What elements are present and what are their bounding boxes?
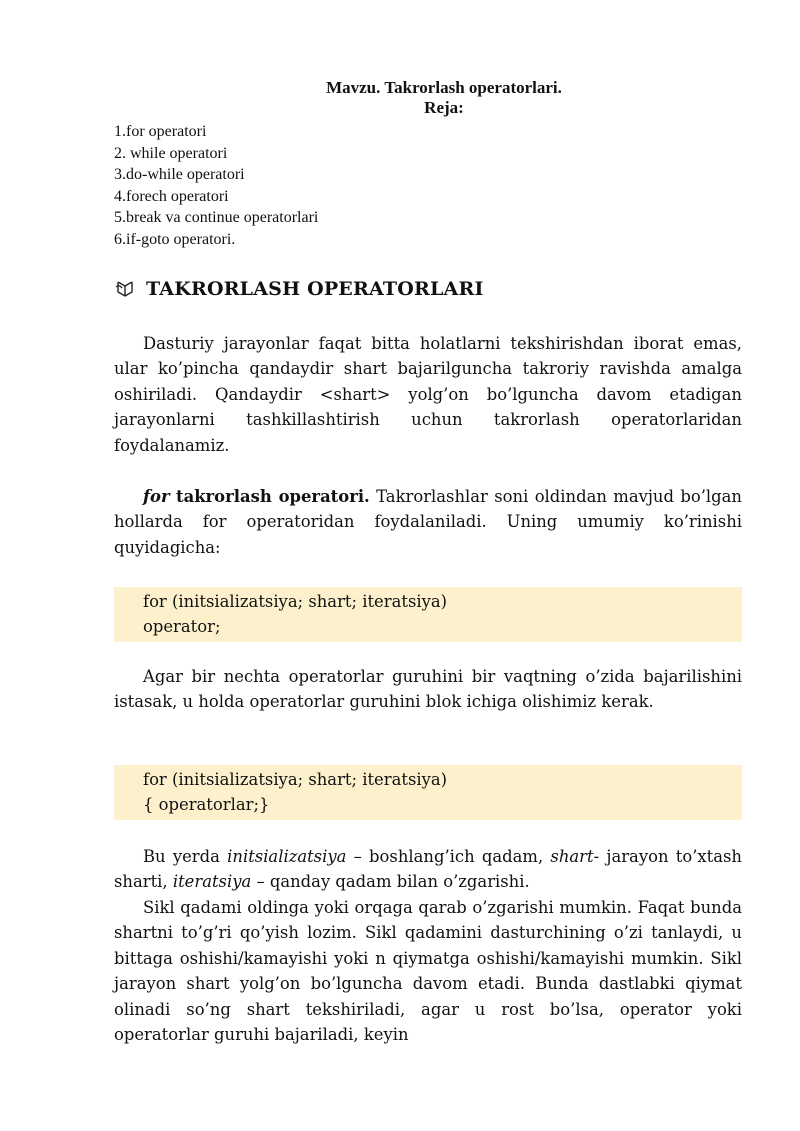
section-heading-row — [114, 274, 484, 304]
final-paragraph: Sikl qadami oldinga yoki orqaga qarab o’zgarishi mumkin. Faqat bunda shartni to’g’ri qo’yish lozim. Sikl qadamini dasturchining o’zi tanlaydi, u bittaga oshishi/kamayishi yoki n qiymatga oshishi/kamayishi mumkin. Sikl jarayon shart yolg’on bo’lguncha davom etadi. Bunda dastlabki qiymat olinadi so’ng shart tekshiriladi, agar u rost bo’lsa, operator yoki operatorlar guruhi bajariladi, keyin — [114, 898, 742, 1045]
section-heading: TAKRORLASH OPERATORLARI — [146, 278, 484, 300]
code-line: operator; — [143, 617, 221, 637]
term-initsializatsiya: initsializatsiya — [227, 847, 347, 866]
explain-text: – qanday qadam bilan o’zgarishi. — [251, 872, 530, 892]
plan-item: 3.do-while operatori — [114, 166, 245, 184]
code-line: for (initsializatsiya; shart; iteratsiya) — [143, 770, 448, 789]
plan-list — [114, 121, 318, 251]
code-line: { operatorlar;} — [143, 795, 270, 815]
book-icon — [114, 278, 136, 300]
explain-text: Bu yerda — [143, 847, 228, 866]
for-paragraph — [114, 484, 742, 560]
explain-text: - jarayon to’xtash sharti, — [114, 847, 742, 892]
page-title: Mavzu. Takrorlash operatorlari. — [326, 78, 562, 97]
code-block-1 — [114, 587, 742, 642]
for-title: takrorlash operatori. — [176, 487, 370, 506]
group-paragraph: Agar bir nechta operatorlar guruhini bir vaqtning o’zida bajarilishini istasak, u holda operatorlar guruhini blok ichiga olishimiz kerak. — [114, 667, 742, 712]
term-iteratsiya: iteratsiya — [172, 872, 252, 892]
for-text: Takrorlashlar soni oldindan mavjud bo’lgan hollarda for operatoridan foydalaniladi. Uning umumiy ko’rinishi quyidagicha: — [114, 487, 742, 557]
plan-title: Reja: — [424, 98, 464, 117]
plan-item: 5.break va continue operatorlari — [114, 209, 319, 227]
plan-item: 1.for operatori — [114, 123, 207, 140]
intro-paragraph: Dasturiy jarayonlar faqat bitta holatlarni tekshirishdan iborat emas, ular ko’pincha qandaydir shart bajarilguncha takroriy ravishda amalga oshiriladi. Qandaydir <shart> yolg’on bo’lguncha davom etadigan jarayonlarni tashkillashtirish uchun takrorlash operatorlaridan foydalanamiz. — [114, 334, 742, 455]
for-keyword: for — [143, 487, 170, 506]
code-line: for (initsializatsiya; shart; iteratsiya) — [143, 592, 448, 611]
plan-item: 4.forech operatori — [114, 187, 229, 205]
plan-item: 6.if-goto operatori. — [114, 230, 236, 248]
explain-text: – boshlang’ich qadam, — [346, 847, 551, 866]
plan-item: 2. while operatori — [114, 144, 228, 162]
code-block-2 — [114, 765, 742, 820]
explain-paragraph — [114, 844, 742, 895]
term-shart: shart — [550, 847, 594, 866]
